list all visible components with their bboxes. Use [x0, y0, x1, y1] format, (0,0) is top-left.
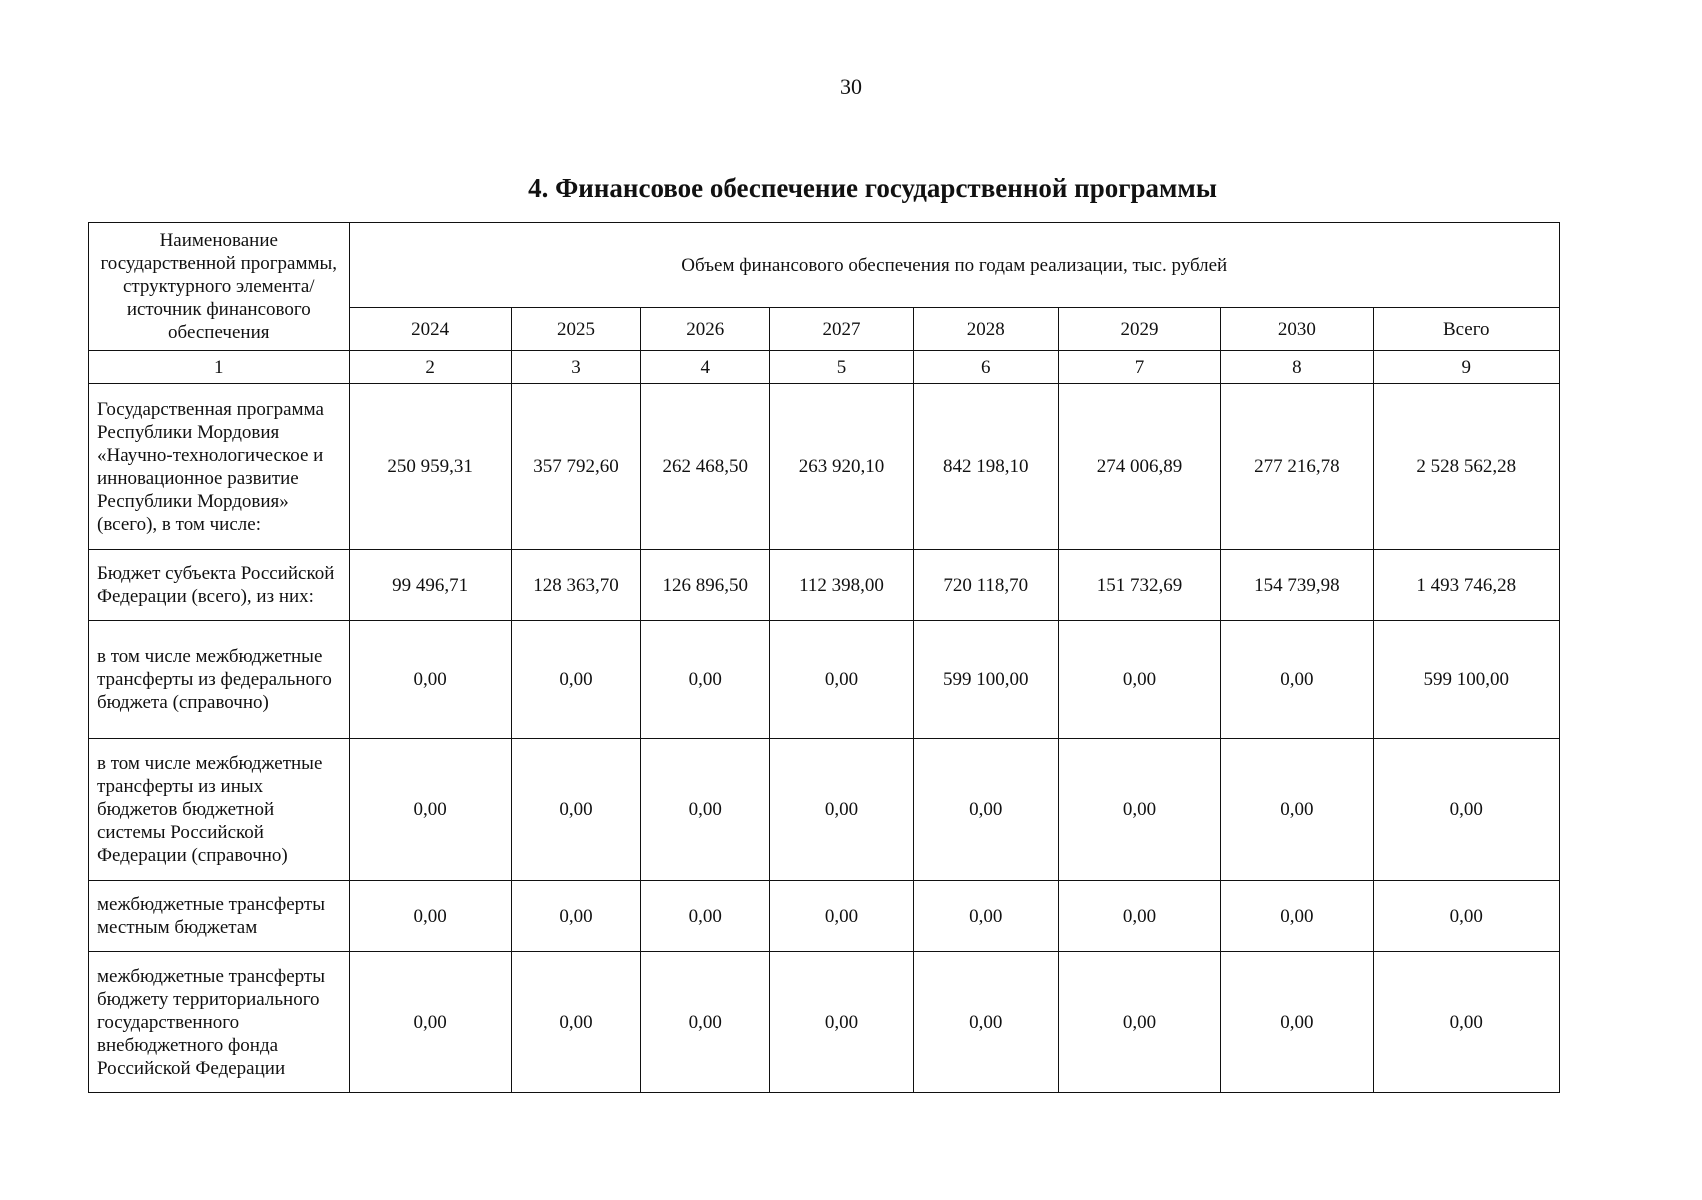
value-cell: 0,00: [641, 952, 770, 1093]
table-row: [89, 952, 1560, 1093]
header-year: 2025: [511, 308, 640, 351]
column-number: 9: [1373, 351, 1560, 384]
row-name: в том числе межбюджетные трансферты из иных бюджетов бюджетной системы Российской Федерации (справочно): [89, 739, 350, 881]
value-cell: 0,00: [349, 739, 511, 881]
value-cell: 2 528 562,28: [1373, 384, 1560, 550]
row-name: Бюджет субъекта Российской Федерации (всего), из них:: [89, 550, 350, 621]
value-cell: 0,00: [511, 952, 640, 1093]
value-cell: 0,00: [511, 881, 640, 952]
value-cell: 599 100,00: [1373, 621, 1560, 739]
column-number: 5: [770, 351, 913, 384]
value-cell: 0,00: [913, 739, 1058, 881]
value-cell: 0,00: [770, 952, 913, 1093]
value-cell: 0,00: [1221, 952, 1373, 1093]
row-name: в том числе межбюджетные трансферты из федерального бюджета (справочно): [89, 621, 350, 739]
column-number: 4: [641, 351, 770, 384]
value-cell: 0,00: [1373, 881, 1560, 952]
value-cell: 0,00: [1373, 952, 1560, 1093]
value-cell: 263 920,10: [770, 384, 913, 550]
value-cell: 0,00: [770, 739, 913, 881]
value-cell: 842 198,10: [913, 384, 1058, 550]
value-cell: 0,00: [1221, 621, 1373, 739]
column-number: 7: [1058, 351, 1220, 384]
value-cell: 151 732,69: [1058, 550, 1220, 621]
header-year: 2027: [770, 308, 913, 351]
value-cell: 0,00: [1058, 881, 1220, 952]
column-number: 1: [89, 351, 350, 384]
table-row: [89, 384, 1560, 550]
value-cell: 0,00: [913, 952, 1058, 1093]
value-cell: 0,00: [1058, 621, 1220, 739]
value-cell: 0,00: [1058, 739, 1220, 881]
header-year: 2028: [913, 308, 1058, 351]
row-name: межбюджетные трансферты местным бюджетам: [89, 881, 350, 952]
column-number: 3: [511, 351, 640, 384]
column-number: 2: [349, 351, 511, 384]
value-cell: 0,00: [349, 952, 511, 1093]
value-cell: 99 496,71: [349, 550, 511, 621]
value-cell: 0,00: [349, 881, 511, 952]
value-cell: 112 398,00: [770, 550, 913, 621]
section-title: 4. Финансовое обеспечение государственной программы: [528, 173, 1217, 203]
header-year: 2026: [641, 308, 770, 351]
header-name-column: Наименование государственной программы, структурного элемента/источник финансового обеспечения: [89, 223, 350, 351]
value-cell: 0,00: [1373, 739, 1560, 881]
value-cell: 0,00: [1221, 881, 1373, 952]
table-row: [89, 739, 1560, 881]
header-total: Всего: [1373, 308, 1560, 351]
page-number: 30: [840, 74, 862, 99]
column-number: 8: [1221, 351, 1373, 384]
value-cell: 357 792,60: [511, 384, 640, 550]
value-cell: 599 100,00: [913, 621, 1058, 739]
value-cell: 0,00: [1221, 739, 1373, 881]
table-row: [89, 550, 1560, 621]
value-cell: 0,00: [511, 621, 640, 739]
value-cell: 0,00: [641, 621, 770, 739]
value-cell: 262 468,50: [641, 384, 770, 550]
header-year: 2030: [1221, 308, 1373, 351]
financing-table: [88, 222, 1560, 1093]
header-year: 2024: [349, 308, 511, 351]
value-cell: 0,00: [770, 881, 913, 952]
row-name: межбюджетные трансферты бюджету территориального государственного внебюджетного фонда Российской Федерации: [89, 952, 350, 1093]
table-row: [89, 621, 1560, 739]
value-cell: 0,00: [511, 739, 640, 881]
value-cell: 274 006,89: [1058, 384, 1220, 550]
value-cell: 0,00: [641, 739, 770, 881]
column-number: 6: [913, 351, 1058, 384]
value-cell: 720 118,70: [913, 550, 1058, 621]
value-cell: 250 959,31: [349, 384, 511, 550]
value-cell: 154 739,98: [1221, 550, 1373, 621]
value-cell: 0,00: [349, 621, 511, 739]
column-number-row: [89, 351, 1560, 384]
value-cell: 128 363,70: [511, 550, 640, 621]
value-cell: 1 493 746,28: [1373, 550, 1560, 621]
header-financing-volume: Объем финансового обеспечения по годам реализации, тыс. рублей: [349, 223, 1559, 308]
header-year: 2029: [1058, 308, 1220, 351]
value-cell: 0,00: [913, 881, 1058, 952]
value-cell: 0,00: [641, 881, 770, 952]
value-cell: 126 896,50: [641, 550, 770, 621]
value-cell: 0,00: [770, 621, 913, 739]
table-row: [89, 881, 1560, 952]
value-cell: 277 216,78: [1221, 384, 1373, 550]
value-cell: 0,00: [1058, 952, 1220, 1093]
row-name: Государственная программа Республики Мордовия «Научно-технологическое и инновационное развитие Республики Мордовия» (всего), в том числе:: [89, 384, 350, 550]
